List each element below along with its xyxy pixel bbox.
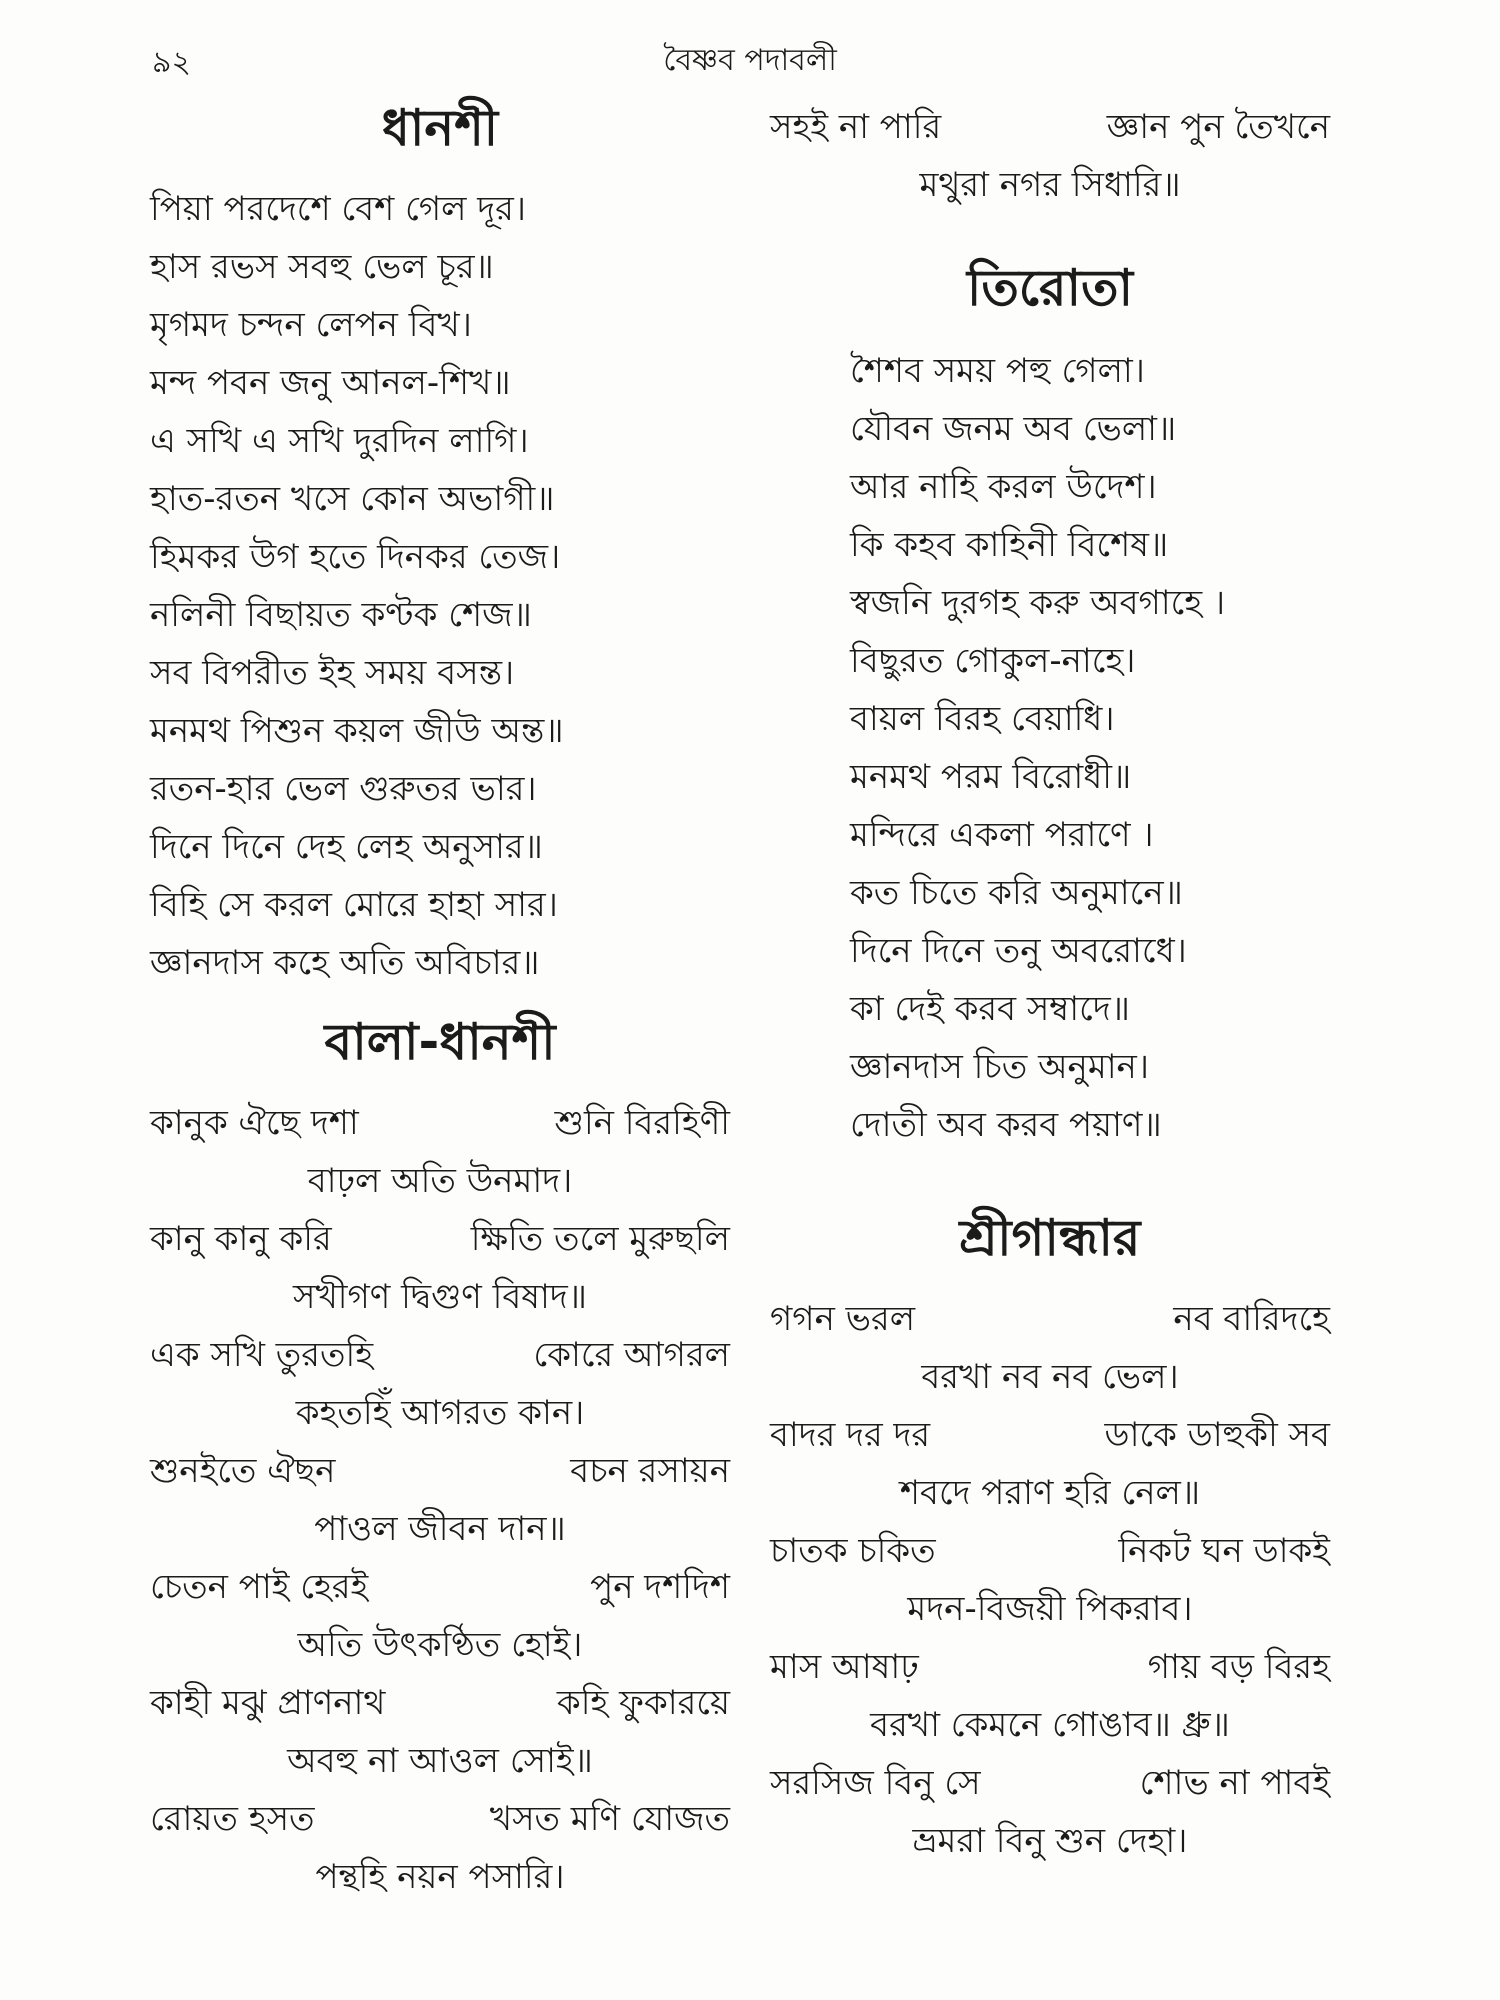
refrain-line: পন্থহি নয়ন পসারি।	[315, 1857, 565, 1897]
poem-title-bala-dhanashi: বালা-ধানশী	[324, 1013, 556, 1071]
half-line: কহি ফুকারয়ে	[556, 1683, 730, 1723]
stanza-line	[150, 1558, 730, 1616]
poem-title-dhanashi: ধানশী	[381, 99, 499, 157]
right-column	[770, 90, 1330, 1870]
half-line: সহই না পারি	[770, 107, 942, 147]
poem-line: কত চিতে করি অনুমানে॥	[850, 873, 1183, 913]
poem-line: জ্ঞানদাস চিত অনুমান।	[850, 1047, 1150, 1087]
stanza-line	[770, 1522, 1330, 1580]
poem-line: যৌবন জনম অব ভেলা॥	[850, 409, 1177, 449]
half-line: কোরে আগরল	[533, 1335, 730, 1375]
refrain-line: শবদে পরাণ হরি নেল॥	[899, 1473, 1201, 1513]
stanza-line	[770, 1406, 1330, 1464]
refrain-line: অতি উৎকণ্ঠিত হোই।	[297, 1625, 583, 1665]
refrain-line: সখীগণ দ্বিগুণ বিষাদ॥	[293, 1277, 587, 1317]
refrain-line: বরখা নব নব ভেল।	[921, 1357, 1179, 1397]
stanza-line	[770, 1290, 1330, 1348]
half-line: নব বারিদহে	[1173, 1299, 1330, 1339]
page-number: ৯২	[152, 45, 191, 80]
poem-title-tirota: তিরোতা	[967, 259, 1133, 317]
poem-line: মনমথ পরম বিরোধী॥	[850, 757, 1132, 797]
poem-line: মৃগমদ চন্দন লেপন বিখ।	[150, 305, 472, 345]
half-line: চাতক চকিত	[770, 1531, 936, 1571]
refrain-line: ভ্রমরা বিনু শুন দেহা।	[912, 1821, 1188, 1861]
poem-line: সব বিপরীত ইহ সময় বসন্ত।	[150, 653, 515, 693]
half-line: রোয়ত হসত	[150, 1799, 315, 1839]
half-line: সরসিজ বিনু সে	[770, 1763, 981, 1803]
half-line: কানুক ঐছে দশা	[150, 1103, 359, 1143]
poem-line: পিয়া পরদেশে বেশ গেল দূর।	[150, 189, 526, 229]
half-line: জ্ঞান পুন তৈখনে	[1106, 107, 1330, 147]
refrain-line: বাঢ়ল অতি উনমাদ।	[307, 1161, 573, 1201]
refrain-line: বরখা কেমনে গোঙাব॥ ধ্রু॥	[870, 1705, 1230, 1745]
poem-dhanashi	[150, 180, 730, 992]
running-head: বৈষ্ণব পদাবলী	[663, 43, 837, 78]
half-line: কাহী মঝু প্রাণনাথ	[150, 1683, 386, 1723]
poem-line: বায়ল বিরহ বেয়াধি।	[850, 699, 1115, 739]
half-line: এক সখি তুরতহি	[150, 1335, 374, 1375]
stanza-line	[150, 1326, 730, 1384]
half-line: গায় বড় বিরহ	[1147, 1647, 1330, 1687]
stanza-line	[770, 1638, 1330, 1696]
stanza-line	[150, 1790, 730, 1848]
stanza-line	[150, 1674, 730, 1732]
half-line: শুনইতে ঐছন	[150, 1451, 336, 1491]
poem-line: কি কহব কাহিনী বিশেষ॥	[850, 525, 1169, 565]
poem-line: জ্ঞানদাস কহে অতি অবিচার॥	[150, 943, 540, 983]
poem-line: মন্দ পবন জনু আনল-শিখ॥	[150, 363, 511, 403]
stanza-line	[770, 98, 1330, 156]
refrain-line: অবহু না আওল সোই॥	[287, 1741, 593, 1781]
poem-line: এ সখি এ সখি দুরদিন লাগি।	[150, 421, 529, 461]
refrain-line: মদন-বিজয়ী পিকরাব।	[907, 1589, 1193, 1629]
poem-line: হিমকর উগ হতে দিনকর তেজ।	[150, 537, 561, 577]
poem-line: মন্দিরে একলা পরাণে ।	[850, 815, 1154, 855]
stanza-line	[150, 1442, 730, 1500]
poem-line: দোতী অব করব পয়াণ॥	[850, 1105, 1162, 1145]
poem-line: হাস রভস সবহু ভেল চূর॥	[150, 247, 494, 287]
half-line: চেতন পাই হেরই	[150, 1567, 369, 1607]
poem-bala-dhanashi	[150, 1094, 730, 1906]
half-line: গগন ভরল	[770, 1299, 916, 1339]
half-line: খসত মণি যোজত	[489, 1799, 730, 1839]
poem-line: বিছুরত গোকুল-নাহে।	[850, 641, 1136, 681]
half-line: বাদর দর দর	[770, 1415, 931, 1455]
half-line: মাস আষাঢ়	[770, 1647, 919, 1687]
left-column	[150, 90, 730, 1906]
poem-tirota	[770, 342, 1330, 1154]
poem-line: স্বজনি দুরগহ করু অবগাহে ।	[850, 583, 1226, 623]
poem-line: আর নাহি করল উদেশ।	[850, 467, 1157, 507]
half-line: শুনি বিরহিণী	[554, 1103, 730, 1143]
poem-line: হাত-রতন খসে কোন অভাগী॥	[150, 479, 555, 519]
refrain-line: মথুরা নগর সিধারি॥	[919, 165, 1181, 205]
poem-line: দিনে দিনে তনু অবরোধে।	[850, 931, 1187, 971]
half-line: শোভ না পাবই	[1139, 1763, 1330, 1803]
poem-line: বিহি সে করল মোরে হাহা সার।	[150, 885, 558, 925]
stanza-line	[770, 1754, 1330, 1812]
half-line: নিকট ঘন ডাকই	[1118, 1531, 1330, 1571]
poem-line: নলিনী বিছায়ত কণ্টক শেজ॥	[150, 595, 532, 635]
poem-shrigandhar	[770, 1290, 1330, 1870]
poem-title-shrigandhar: শ্রীগান্ধার	[959, 1209, 1141, 1267]
poem-line: রতন-হার ভেল গুরুতর ভার।	[150, 769, 537, 809]
half-line: কানু কানু করি	[150, 1219, 332, 1259]
poem-line: কা দেই করব সম্বাদে॥	[850, 989, 1130, 1029]
poem-line: মনমথ পিশুন কয়ল জীউ অন্ত॥	[150, 711, 564, 751]
refrain-line: কহতহিঁ আগরত কান।	[295, 1393, 585, 1433]
poem-line: শৈশব সময় পহু গেলা।	[850, 351, 1145, 391]
half-line: বচন রসায়ন	[570, 1451, 730, 1491]
half-line: ক্ষিতি তলে মুরুছলি	[470, 1219, 730, 1259]
stanza-line	[150, 1094, 730, 1152]
stanza-line	[150, 1210, 730, 1268]
poem-continuation	[770, 98, 1330, 214]
half-line: ডাকে ডাহুকী সব	[1104, 1415, 1330, 1455]
half-line: পুন দশদিশ	[590, 1567, 730, 1607]
poem-line: দিনে দিনে দেহ লেহ অনুসার॥	[150, 827, 543, 867]
refrain-line: পাওল জীবন দান॥	[314, 1509, 566, 1549]
